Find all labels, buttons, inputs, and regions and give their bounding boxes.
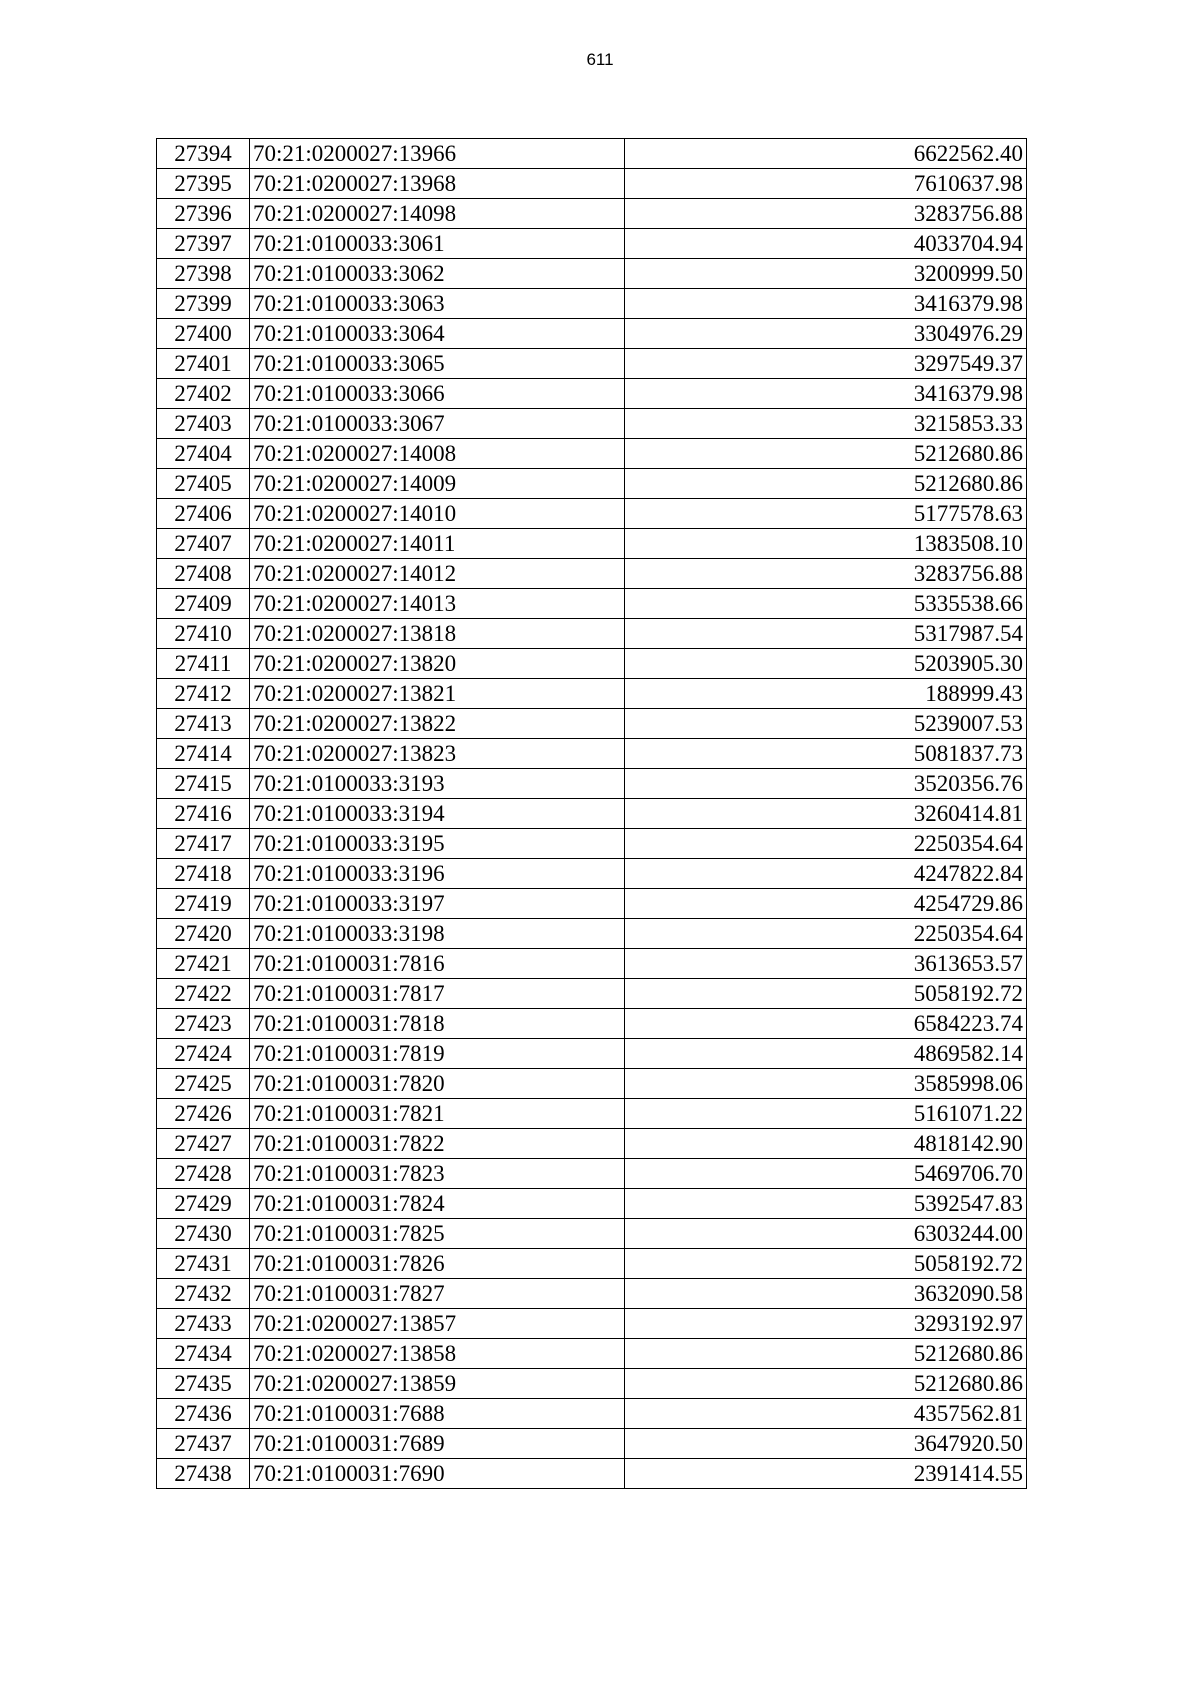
value-cell: 6622562.40 — [625, 139, 1027, 169]
cadastral-number-cell: 70:21:0200027:13818 — [250, 619, 625, 649]
value-cell: 3293192.97 — [625, 1309, 1027, 1339]
row-number-cell: 27403 — [157, 409, 250, 439]
cadastral-number-cell: 70:21:0100031:7688 — [250, 1399, 625, 1429]
value-cell: 5177578.63 — [625, 499, 1027, 529]
row-number-cell: 27398 — [157, 259, 250, 289]
table-row — [157, 1189, 1027, 1219]
table-row — [157, 769, 1027, 799]
table-row — [157, 379, 1027, 409]
value-cell: 4818142.90 — [625, 1129, 1027, 1159]
row-number-cell: 27433 — [157, 1309, 250, 1339]
value-cell: 5317987.54 — [625, 619, 1027, 649]
row-number-cell: 27415 — [157, 769, 250, 799]
row-number-cell: 27402 — [157, 379, 250, 409]
table-row — [157, 1279, 1027, 1309]
value-cell: 3200999.50 — [625, 259, 1027, 289]
row-number-cell: 27407 — [157, 529, 250, 559]
value-cell: 5081837.73 — [625, 739, 1027, 769]
row-number-cell: 27409 — [157, 589, 250, 619]
table-row — [157, 169, 1027, 199]
table-row — [157, 919, 1027, 949]
cadastral-number-cell: 70:21:0100031:7827 — [250, 1279, 625, 1309]
cadastral-number-cell: 70:21:0100033:3062 — [250, 259, 625, 289]
cadastral-number-cell: 70:21:0100031:7816 — [250, 949, 625, 979]
value-cell: 188999.43 — [625, 679, 1027, 709]
table-row — [157, 199, 1027, 229]
value-cell: 5161071.22 — [625, 1099, 1027, 1129]
row-number-cell: 27394 — [157, 139, 250, 169]
cadastral-number-cell: 70:21:0100031:7819 — [250, 1039, 625, 1069]
row-number-cell: 27431 — [157, 1249, 250, 1279]
value-cell: 3416379.98 — [625, 289, 1027, 319]
table-row — [157, 229, 1027, 259]
data-table — [156, 138, 1027, 1489]
row-number-cell: 27412 — [157, 679, 250, 709]
cadastral-number-cell: 70:21:0100033:3195 — [250, 829, 625, 859]
table-row — [157, 319, 1027, 349]
value-cell: 5239007.53 — [625, 709, 1027, 739]
value-cell: 3260414.81 — [625, 799, 1027, 829]
cadastral-number-cell: 70:21:0100033:3198 — [250, 919, 625, 949]
row-number-cell: 27437 — [157, 1429, 250, 1459]
row-number-cell: 27399 — [157, 289, 250, 319]
value-cell: 3416379.98 — [625, 379, 1027, 409]
row-number-cell: 27408 — [157, 559, 250, 589]
row-number-cell: 27414 — [157, 739, 250, 769]
value-cell: 3283756.88 — [625, 199, 1027, 229]
table-row — [157, 1219, 1027, 1249]
table-row — [157, 1459, 1027, 1489]
value-cell: 5335538.66 — [625, 589, 1027, 619]
row-number-cell: 27400 — [157, 319, 250, 349]
value-cell: 5212680.86 — [625, 1369, 1027, 1399]
row-number-cell: 27406 — [157, 499, 250, 529]
row-number-cell: 27438 — [157, 1459, 250, 1489]
value-cell: 5203905.30 — [625, 649, 1027, 679]
cadastral-number-cell: 70:21:0100031:7823 — [250, 1159, 625, 1189]
row-number-cell: 27420 — [157, 919, 250, 949]
value-cell: 3632090.58 — [625, 1279, 1027, 1309]
table-row — [157, 289, 1027, 319]
row-number-cell: 27434 — [157, 1339, 250, 1369]
value-cell: 5212680.86 — [625, 1339, 1027, 1369]
cadastral-number-cell: 70:21:0100033:3193 — [250, 769, 625, 799]
cadastral-number-cell: 70:21:0100031:7821 — [250, 1099, 625, 1129]
value-cell: 1383508.10 — [625, 529, 1027, 559]
table-row — [157, 649, 1027, 679]
value-cell: 4033704.94 — [625, 229, 1027, 259]
row-number-cell: 27411 — [157, 649, 250, 679]
row-number-cell: 27422 — [157, 979, 250, 1009]
cadastral-number-cell: 70:21:0100031:7825 — [250, 1219, 625, 1249]
table-row — [157, 1039, 1027, 1069]
value-cell: 3647920.50 — [625, 1429, 1027, 1459]
table-row — [157, 139, 1027, 169]
cadastral-number-cell: 70:21:0200027:13859 — [250, 1369, 625, 1399]
value-cell: 4357562.81 — [625, 1399, 1027, 1429]
table-row — [157, 1339, 1027, 1369]
row-number-cell: 27428 — [157, 1159, 250, 1189]
cadastral-number-cell: 70:21:0100033:3197 — [250, 889, 625, 919]
row-number-cell: 27397 — [157, 229, 250, 259]
value-cell: 4247822.84 — [625, 859, 1027, 889]
cadastral-number-cell: 70:21:0100031:7820 — [250, 1069, 625, 1099]
row-number-cell: 27405 — [157, 469, 250, 499]
value-cell: 2391414.55 — [625, 1459, 1027, 1489]
row-number-cell: 27410 — [157, 619, 250, 649]
cadastral-number-cell: 70:21:0100033:3066 — [250, 379, 625, 409]
cadastral-number-cell: 70:21:0100031:7689 — [250, 1429, 625, 1459]
table-row — [157, 589, 1027, 619]
cadastral-number-cell: 70:21:0200027:14012 — [250, 559, 625, 589]
cadastral-number-cell: 70:21:0100031:7822 — [250, 1129, 625, 1159]
cadastral-number-cell: 70:21:0200027:13968 — [250, 169, 625, 199]
value-cell: 5212680.86 — [625, 469, 1027, 499]
table-row — [157, 619, 1027, 649]
cadastral-number-cell: 70:21:0200027:13820 — [250, 649, 625, 679]
value-cell: 2250354.64 — [625, 829, 1027, 859]
row-number-cell: 27424 — [157, 1039, 250, 1069]
cadastral-number-cell: 70:21:0200027:13858 — [250, 1339, 625, 1369]
value-cell: 5058192.72 — [625, 1249, 1027, 1279]
table-row — [157, 1309, 1027, 1339]
table-row — [157, 979, 1027, 1009]
cadastral-number-cell: 70:21:0200027:14011 — [250, 529, 625, 559]
table-row — [157, 1429, 1027, 1459]
cadastral-number-cell: 70:21:0100033:3196 — [250, 859, 625, 889]
cadastral-number-cell: 70:21:0100031:7818 — [250, 1009, 625, 1039]
value-cell: 3297549.37 — [625, 349, 1027, 379]
table-row — [157, 1159, 1027, 1189]
table-row — [157, 1249, 1027, 1279]
table-row — [157, 439, 1027, 469]
cadastral-number-cell: 70:21:0200027:13822 — [250, 709, 625, 739]
cadastral-number-cell: 70:21:0200027:14010 — [250, 499, 625, 529]
cadastral-number-cell: 70:21:0200027:14013 — [250, 589, 625, 619]
cadastral-number-cell: 70:21:0100033:3064 — [250, 319, 625, 349]
row-number-cell: 27421 — [157, 949, 250, 979]
table-row — [157, 739, 1027, 769]
value-cell: 3613653.57 — [625, 949, 1027, 979]
row-number-cell: 27423 — [157, 1009, 250, 1039]
cadastral-number-cell: 70:21:0200027:13823 — [250, 739, 625, 769]
row-number-cell: 27396 — [157, 199, 250, 229]
table-row — [157, 949, 1027, 979]
row-number-cell: 27429 — [157, 1189, 250, 1219]
table-row — [157, 499, 1027, 529]
row-number-cell: 27416 — [157, 799, 250, 829]
value-cell: 3304976.29 — [625, 319, 1027, 349]
row-number-cell: 27425 — [157, 1069, 250, 1099]
row-number-cell: 27417 — [157, 829, 250, 859]
row-number-cell: 27430 — [157, 1219, 250, 1249]
cadastral-number-cell: 70:21:0200027:13857 — [250, 1309, 625, 1339]
value-cell: 4254729.86 — [625, 889, 1027, 919]
cadastral-number-cell: 70:21:0100033:3061 — [250, 229, 625, 259]
cadastral-number-cell: 70:21:0100033:3065 — [250, 349, 625, 379]
row-number-cell: 27401 — [157, 349, 250, 379]
table-row — [157, 889, 1027, 919]
value-cell: 6584223.74 — [625, 1009, 1027, 1039]
value-cell: 5392547.83 — [625, 1189, 1027, 1219]
row-number-cell: 27436 — [157, 1399, 250, 1429]
row-number-cell: 27432 — [157, 1279, 250, 1309]
value-cell: 3585998.06 — [625, 1069, 1027, 1099]
table-row — [157, 1369, 1027, 1399]
value-cell: 5469706.70 — [625, 1159, 1027, 1189]
row-number-cell: 27435 — [157, 1369, 250, 1399]
cadastral-number-cell: 70:21:0200027:13966 — [250, 139, 625, 169]
cadastral-number-cell: 70:21:0100031:7824 — [250, 1189, 625, 1219]
cadastral-number-cell: 70:21:0100033:3067 — [250, 409, 625, 439]
page-number: 611 — [586, 50, 614, 69]
table-row — [157, 1129, 1027, 1159]
table-row — [157, 1099, 1027, 1129]
row-number-cell: 27413 — [157, 709, 250, 739]
cadastral-number-cell: 70:21:0100031:7817 — [250, 979, 625, 1009]
value-cell: 3215853.33 — [625, 409, 1027, 439]
row-number-cell: 27426 — [157, 1099, 250, 1129]
cadastral-number-cell: 70:21:0200027:14098 — [250, 199, 625, 229]
row-number-cell: 27427 — [157, 1129, 250, 1159]
table-row — [157, 409, 1027, 439]
table-row — [157, 529, 1027, 559]
value-cell: 7610637.98 — [625, 169, 1027, 199]
table-row — [157, 349, 1027, 379]
table-row — [157, 799, 1027, 829]
value-cell: 5212680.86 — [625, 439, 1027, 469]
row-number-cell: 27404 — [157, 439, 250, 469]
table-row — [157, 1009, 1027, 1039]
table-body — [157, 139, 1027, 1489]
value-cell: 3520356.76 — [625, 769, 1027, 799]
table-row — [157, 559, 1027, 589]
value-cell: 3283756.88 — [625, 559, 1027, 589]
cadastral-number-cell: 70:21:0100031:7826 — [250, 1249, 625, 1279]
value-cell: 5058192.72 — [625, 979, 1027, 1009]
cadastral-number-cell: 70:21:0100031:7690 — [250, 1459, 625, 1489]
cadastral-number-cell: 70:21:0200027:14009 — [250, 469, 625, 499]
value-cell: 6303244.00 — [625, 1219, 1027, 1249]
cadastral-number-cell: 70:21:0100033:3194 — [250, 799, 625, 829]
row-number-cell: 27418 — [157, 859, 250, 889]
table-row — [157, 709, 1027, 739]
table-row — [157, 679, 1027, 709]
row-number-cell: 27419 — [157, 889, 250, 919]
table-row — [157, 829, 1027, 859]
row-number-cell: 27395 — [157, 169, 250, 199]
table-row — [157, 259, 1027, 289]
value-cell: 2250354.64 — [625, 919, 1027, 949]
table-row — [157, 469, 1027, 499]
cadastral-number-cell: 70:21:0200027:13821 — [250, 679, 625, 709]
table-row — [157, 1399, 1027, 1429]
cadastral-number-cell: 70:21:0200027:14008 — [250, 439, 625, 469]
value-cell: 4869582.14 — [625, 1039, 1027, 1069]
table-row — [157, 1069, 1027, 1099]
cadastral-number-cell: 70:21:0100033:3063 — [250, 289, 625, 319]
table-row — [157, 859, 1027, 889]
